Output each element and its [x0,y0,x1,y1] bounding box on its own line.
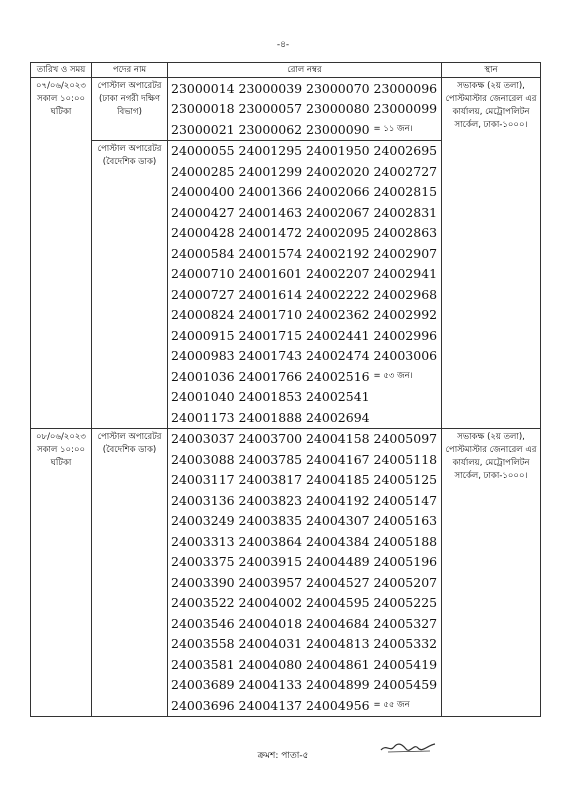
roll-number: 23000099 [373,101,438,117]
roll-number: 24000983 [171,348,235,364]
footer-continuation: ক্রমশ: পাতা-৫ [257,751,309,761]
roll-number: 24003915 [238,554,303,570]
roll-number: 23000062 [238,121,303,137]
roll-number: 24001299 [238,163,303,179]
roll-number: 23000096 [373,80,438,96]
roll-number: 24005188 [373,533,438,549]
roll-number: 24004813 [306,636,370,652]
roll-number: 24003313 [171,533,235,549]
roll-number: 24005225 [373,595,438,611]
roll-number: 23000039 [238,80,303,96]
table-row [31,78,541,141]
roll-number: 24005207 [373,574,438,590]
roll-row [171,634,441,655]
roll-number: 24005118 [373,451,438,467]
roll-number: 24001715 [238,327,303,343]
roll-number: 24002020 [306,163,370,179]
roll-number: 24004031 [238,636,303,652]
roll-number: 24003581 [171,656,235,672]
roll-number: 24002863 [373,225,438,241]
roll-number: 24003006 [373,348,438,364]
roll-number: 24001601 [238,266,303,282]
roll-number: 24005332 [373,636,438,652]
roll-number: 24004384 [306,533,370,549]
roll-number: 24001463 [238,204,303,220]
roll-number: 24001950 [306,143,370,159]
roll-number: 24000285 [171,163,235,179]
roll-number: 24005125 [373,472,438,488]
roll-number: 24001173 [171,409,235,425]
roll-number: 24002992 [373,307,438,323]
roll-number: 24003088 [171,451,235,467]
roll-number: 24002815 [373,184,438,200]
roll-row [171,531,441,552]
roll-number: 24005163 [373,513,438,529]
roll-number: 24002066 [306,184,370,200]
roll-row [171,695,441,716]
roll-number: 24004956 [306,697,370,713]
roll-row [171,407,441,428]
roll-number: 24004307 [306,513,370,529]
roll-number: 24003546 [171,615,235,631]
roll-number: 24004167 [306,451,370,467]
roll-number: 23000090 [306,121,370,137]
roll-number: 24004002 [238,595,303,611]
roll-row [171,141,441,162]
roll-number: 24000428 [171,225,235,241]
roll-number: 24001472 [238,225,303,241]
roll-row [171,552,441,573]
roll-row [171,305,441,326]
roll-schedule-table [30,62,541,717]
roll-row [171,387,441,408]
roll-number: 24005147 [373,492,438,508]
roll-number: 24002095 [306,225,370,241]
roll-number: 24002067 [306,204,370,220]
roll-number: 24000584 [171,245,235,261]
venue-cell: সভাকক্ষ (২য় তলা), পোস্টমাস্টার জেনারেল এর কার্যালয়, মেট্রোপলিটন সার্কেল, ঢাকা-১০০০। [442,428,541,716]
roll-row [171,654,441,675]
roll-number: 24000727 [171,286,235,302]
roll-number: 24002907 [373,245,438,261]
roll-number: 23000070 [306,80,370,96]
roll-number: 24002541 [306,389,370,405]
roll-number: 24003037 [171,431,235,447]
roll-row [171,284,441,305]
roll-number: 23000080 [306,101,370,117]
roll-row [171,182,441,203]
roll-number: 24004527 [306,574,370,590]
roll-number: 24003117 [171,472,235,488]
roll-number: 24003835 [238,513,303,529]
roll-number: 24002968 [373,286,438,302]
roll-number: 24003390 [171,574,235,590]
roll-row [171,572,441,593]
roll-number: 24002694 [306,409,370,425]
roll-row [171,449,441,470]
roll-row [171,99,441,120]
exam-time: সকাল ১০:০০ [36,94,86,104]
roll-number: 24000710 [171,266,235,282]
roll-number: 24005459 [373,677,438,693]
roll-row [171,511,441,532]
roll-number: 24001366 [238,184,303,200]
roll-number: 24003689 [171,677,235,693]
roll-row [171,264,441,285]
roll-number: 24004018 [238,615,303,631]
roll-number: 24004192 [306,492,370,508]
roll-numbers [168,428,442,716]
venue-cell: সভাকক্ষ (২য় তলা), পোস্টমাস্টার জেনারেল এর কার্যালয়, মেট্রোপলিটন সার্কেল, ঢাকা-১০০০। [442,78,541,429]
roll-number: 24001036 [171,368,235,384]
roll-number: 24002516 [306,368,370,384]
roll-number: 24001888 [238,409,303,425]
roll-number: 23000057 [238,101,303,117]
roll-row [171,223,441,244]
roll-number: 24004595 [306,595,370,611]
roll-row [171,366,441,387]
roll-number: 24002222 [306,286,370,302]
roll-number: 24004489 [306,554,370,570]
exam-time: সকাল ১০:০০ [36,444,86,455]
roll-number: 24003700 [238,431,303,447]
roll-row [171,161,441,182]
roll-number: 24002362 [306,307,370,323]
roll-number: 24002727 [373,163,438,179]
roll-number: 24005097 [373,431,438,447]
roll-number: 24003375 [171,554,235,570]
roll-number: 24000427 [171,204,235,220]
roll-number: 24000824 [171,307,235,323]
roll-number: 24002441 [306,327,370,343]
roll-number: 24003522 [171,595,235,611]
table-row [31,428,541,716]
roll-number: 24004185 [306,472,370,488]
roll-number: 24005196 [373,554,438,570]
page-number: -৪- [276,40,290,50]
roll-row [171,346,441,367]
header-datetime: তারিখ ও সময় [31,63,92,78]
roll-number: 24003696 [171,697,235,713]
roll-row [171,119,441,140]
header-venue: স্থান [442,63,541,78]
roll-number: 24001040 [171,389,235,405]
roll-number: 24004684 [306,615,370,631]
roll-row [171,593,441,614]
table-header-row [31,63,541,78]
roll-number: 24002831 [373,204,438,220]
roll-number: 24003249 [171,513,235,529]
roll-row [171,429,441,450]
roll-number: 24001743 [238,348,303,364]
roll-number: 24002996 [373,327,438,343]
roll-number: 24003558 [171,636,235,652]
roll-number: 23000021 [171,121,235,137]
roll-number: 23000014 [171,80,235,96]
roll-number: 24005327 [373,615,438,631]
roll-number: 24003136 [171,492,235,508]
exam-time-unit: ঘটিকা [50,107,72,117]
roll-number: 24004133 [238,677,303,693]
roll-count: = ৫৩ জন। [373,371,413,382]
roll-number: 24005419 [373,656,438,672]
roll-number: 24004080 [238,656,303,672]
post-name: পোস্টাল অপারেটর (বৈদেশিক ডাক) [92,428,168,716]
roll-number: 24000400 [171,184,235,200]
roll-number: 24000915 [171,327,235,343]
exam-date: ০৭/০৬/২০২৩ [36,81,86,91]
post-name: পোস্টাল অপারেটর (বৈদেশিক ডাক) [92,140,168,428]
roll-number: 23000018 [171,101,235,117]
roll-row [171,78,441,99]
roll-number: 24002192 [306,245,370,261]
roll-number: 24001295 [238,143,303,159]
post-name: পোস্টাল অপারেটর (ঢাকা নগরী দক্ষিণ বিভাগ) [92,78,168,141]
date-cell [31,428,92,716]
roll-number: 24002207 [306,266,370,282]
roll-numbers [168,140,442,428]
roll-number: 24001574 [238,245,303,261]
roll-number: 24003817 [238,472,303,488]
roll-row [171,325,441,346]
date-cell [31,78,92,429]
roll-number: 24002474 [306,348,370,364]
roll-number: 24004158 [306,431,370,447]
roll-row [171,243,441,264]
roll-number: 24001710 [238,307,303,323]
roll-number: 24003823 [238,492,303,508]
roll-number: 24002941 [373,266,438,282]
roll-row [171,613,441,634]
roll-number: 24004137 [238,697,303,713]
header-post: পদের নাম [92,63,168,78]
roll-numbers [168,78,442,141]
roll-number: 24001853 [238,389,303,405]
roll-number: 24004899 [306,677,370,693]
roll-number: 24004861 [306,656,370,672]
roll-number: 24002695 [373,143,438,159]
roll-row [171,675,441,696]
roll-number: 24000055 [171,143,235,159]
exam-date: ০৮/০৬/২০২৩ [36,431,86,442]
roll-count: = ১১ জন। [373,124,413,135]
roll-row [171,202,441,223]
exam-time-unit: ঘটিকা [50,457,72,468]
roll-row [171,490,441,511]
roll-count: = ৫৫ জন [373,700,410,711]
roll-number: 24001614 [238,286,303,302]
roll-number: 24003957 [238,574,303,590]
roll-number: 24001766 [238,368,303,384]
roll-row [171,470,441,491]
roll-number: 24003785 [238,451,303,467]
header-roll: রোল নম্বর [168,63,442,78]
roll-number: 24003864 [238,533,303,549]
